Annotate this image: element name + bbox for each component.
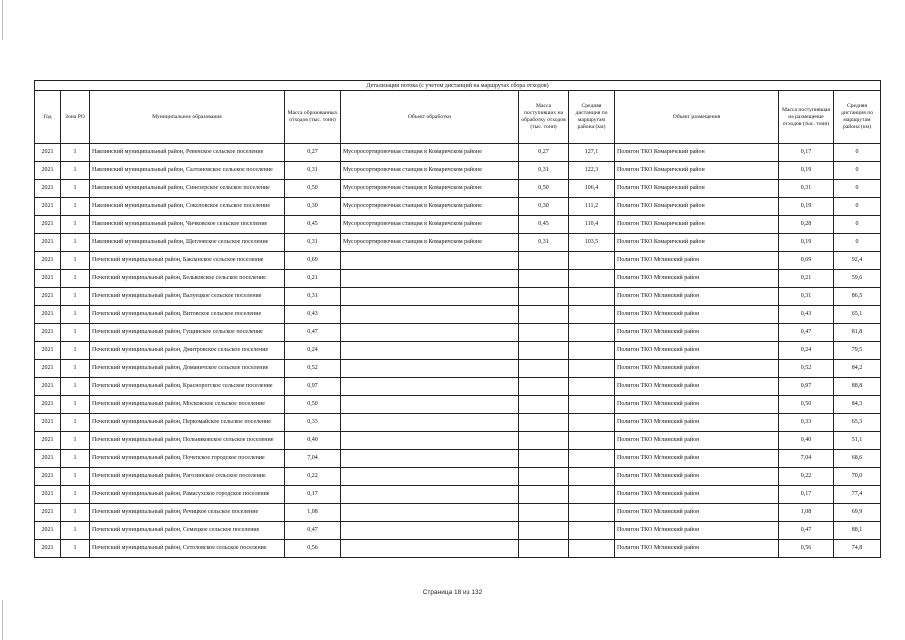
cell-municipality: Навлинский муниципальный район, Соколовское сельское поселение	[90, 198, 285, 216]
cell-year: 2021	[35, 252, 61, 270]
cell-processing-object	[341, 342, 519, 360]
cell-zone: 1	[61, 396, 90, 414]
cell-municipality: Навлинский муниципальный район, Щегловское сельское поселение	[90, 234, 285, 252]
cell-mass-to-processing	[519, 306, 569, 324]
cell-year: 2021	[35, 288, 61, 306]
col-header-avg-distance-processing: Средняя дистанция по маршрутам района (км)	[569, 91, 615, 144]
cell-mass-to-processing	[519, 396, 569, 414]
cell-avg-distance-disposal: 70,0	[834, 468, 881, 486]
page-edge-mark	[2, 0, 3, 40]
cell-avg-distance-disposal: 0	[834, 180, 881, 198]
cell-disposal-object: Полигон ТКО Мглинский район	[615, 522, 779, 540]
cell-disposal-object: Полигон ТКО Мглинский район	[615, 468, 779, 486]
cell-processing-object	[341, 414, 519, 432]
cell-processing-object	[341, 270, 519, 288]
cell-disposal-object: Полигон ТКО Мглинский район	[615, 504, 779, 522]
cell-municipality: Почепский муниципальный район, Краснорогское сельское поселение	[90, 378, 285, 396]
cell-mass-to-disposal: 0,47	[779, 324, 834, 342]
table-body	[35, 144, 881, 558]
cell-zone: 1	[61, 252, 90, 270]
cell-avg-distance-processing: 103,5	[569, 234, 615, 252]
cell-mass-generated: 0,33	[285, 414, 341, 432]
cell-mass-to-disposal: 1,08	[779, 504, 834, 522]
cell-avg-distance-processing	[569, 378, 615, 396]
cell-mass-to-disposal: 0,17	[779, 144, 834, 162]
cell-year: 2021	[35, 468, 61, 486]
cell-processing-object: Мусоросортировочная станция в Комаричском районе	[341, 198, 519, 216]
cell-municipality: Почепский муниципальный район, Валуецкое сельское поселение	[90, 288, 285, 306]
cell-zone: 1	[61, 486, 90, 504]
cell-mass-to-disposal: 7,04	[779, 450, 834, 468]
table-row	[35, 396, 881, 414]
cell-mass-to-processing	[519, 450, 569, 468]
cell-avg-distance-disposal: 59,6	[834, 270, 881, 288]
cell-year: 2021	[35, 180, 61, 198]
cell-mass-to-disposal: 0,31	[779, 288, 834, 306]
cell-year: 2021	[35, 522, 61, 540]
cell-disposal-object: Полигон ТКО Комаричский район	[615, 144, 779, 162]
table-row	[35, 288, 881, 306]
cell-zone: 1	[61, 360, 90, 378]
cell-mass-to-processing	[519, 378, 569, 396]
cell-mass-generated: 0,31	[285, 288, 341, 306]
table-row	[35, 378, 881, 396]
cell-avg-distance-disposal: 84,3	[834, 396, 881, 414]
cell-disposal-object: Полигон ТКО Мглинский район	[615, 378, 779, 396]
cell-mass-generated: 0,31	[285, 234, 341, 252]
cell-avg-distance-processing	[569, 432, 615, 450]
cell-mass-to-disposal: 0,47	[779, 522, 834, 540]
cell-disposal-object: Полигон ТКО Мглинский район	[615, 252, 779, 270]
cell-mass-to-processing	[519, 468, 569, 486]
cell-avg-distance-processing: 122,3	[569, 162, 615, 180]
col-header-year: Год	[35, 91, 61, 144]
cell-mass-to-disposal: 0,40	[779, 432, 834, 450]
cell-municipality: Почепский муниципальный район, Сетоловское сельское поселение	[90, 540, 285, 558]
cell-mass-to-processing	[519, 270, 569, 288]
cell-processing-object	[341, 252, 519, 270]
col-header-avg-distance-disposal: Средняя дистанция по маршрутам района (км)	[834, 91, 881, 144]
cell-disposal-object: Полигон ТКО Комаричский район	[615, 198, 779, 216]
cell-zone: 1	[61, 180, 90, 198]
cell-mass-to-disposal: 0,19	[779, 198, 834, 216]
cell-year: 2021	[35, 162, 61, 180]
cell-avg-distance-disposal: 88,8	[834, 378, 881, 396]
cell-avg-distance-processing: 106,4	[569, 180, 615, 198]
cell-processing-object: Мусоросортировочная станция в Комаричском районе	[341, 234, 519, 252]
cell-avg-distance-disposal: 0	[834, 234, 881, 252]
cell-year: 2021	[35, 432, 61, 450]
cell-mass-to-disposal: 0,19	[779, 162, 834, 180]
cell-mass-generated: 0,97	[285, 378, 341, 396]
table-row	[35, 216, 881, 234]
cell-mass-to-disposal: 0,21	[779, 270, 834, 288]
cell-mass-to-disposal: 0,69	[779, 252, 834, 270]
cell-avg-distance-processing: 110,4	[569, 216, 615, 234]
cell-year: 2021	[35, 144, 61, 162]
cell-municipality: Почепский муниципальный район, Дмитровское сельское поселение	[90, 342, 285, 360]
cell-year: 2021	[35, 198, 61, 216]
cell-avg-distance-processing	[569, 522, 615, 540]
cell-avg-distance-disposal: 65,3	[834, 414, 881, 432]
cell-avg-distance-disposal: 74,8	[834, 540, 881, 558]
cell-municipality: Навлинский муниципальный район, Синезерское сельское поселение	[90, 180, 285, 198]
cell-municipality: Почепский муниципальный район, Польниковское сельское поселение	[90, 432, 285, 450]
table-row	[35, 432, 881, 450]
cell-year: 2021	[35, 342, 61, 360]
cell-processing-object	[341, 378, 519, 396]
table-row	[35, 540, 881, 558]
cell-year: 2021	[35, 324, 61, 342]
cell-municipality: Почепский муниципальный район, Почепское городское поселение	[90, 450, 285, 468]
table-row	[35, 468, 881, 486]
cell-zone: 1	[61, 414, 90, 432]
cell-year: 2021	[35, 540, 61, 558]
cell-year: 2021	[35, 378, 61, 396]
cell-municipality: Почепский муниципальный район, Бельковское сельское поселение	[90, 270, 285, 288]
cell-processing-object	[341, 432, 519, 450]
cell-mass-to-processing	[519, 522, 569, 540]
cell-avg-distance-disposal: 0	[834, 198, 881, 216]
table-row	[35, 306, 881, 324]
cell-zone: 1	[61, 216, 90, 234]
cell-mass-to-disposal: 0,28	[779, 216, 834, 234]
cell-disposal-object: Полигон ТКО Мглинский район	[615, 270, 779, 288]
cell-mass-generated: 0,69	[285, 252, 341, 270]
cell-avg-distance-disposal: 0	[834, 144, 881, 162]
cell-municipality: Почепский муниципальный район, Доманичское сельское поселение	[90, 360, 285, 378]
cell-processing-object: Мусоросортировочная станция в Комаричском районе	[341, 144, 519, 162]
cell-disposal-object: Полигон ТКО Мглинский район	[615, 360, 779, 378]
cell-zone: 1	[61, 378, 90, 396]
cell-mass-generated: 0,47	[285, 522, 341, 540]
cell-zone: 1	[61, 306, 90, 324]
cell-processing-object: Мусоросортировочная станция в Комаричском районе	[341, 180, 519, 198]
table-group-header: Детализация потока (с учетом дистанций на маршрутах сбора отходов)	[35, 81, 881, 91]
table-row	[35, 252, 881, 270]
cell-mass-to-disposal: 0,43	[779, 306, 834, 324]
cell-zone: 1	[61, 288, 90, 306]
cell-avg-distance-disposal: 81,8	[834, 324, 881, 342]
table-row	[35, 180, 881, 198]
cell-mass-to-processing	[519, 360, 569, 378]
cell-municipality: Почепский муниципальный район, Московское сельское поселение	[90, 396, 285, 414]
cell-avg-distance-processing	[569, 324, 615, 342]
cell-disposal-object: Полигон ТКО Мглинский район	[615, 288, 779, 306]
cell-mass-to-processing	[519, 414, 569, 432]
cell-avg-distance-disposal: 88,1	[834, 522, 881, 540]
cell-avg-distance-processing	[569, 414, 615, 432]
cell-processing-object	[341, 486, 519, 504]
cell-year: 2021	[35, 486, 61, 504]
cell-avg-distance-disposal: 77,4	[834, 486, 881, 504]
cell-zone: 1	[61, 342, 90, 360]
cell-mass-generated: 1,08	[285, 504, 341, 522]
col-header-mass-to-disposal: Масса поступившая на размещение отходов (тыс. тонн)	[779, 91, 834, 144]
cell-avg-distance-disposal: 86,5	[834, 288, 881, 306]
cell-zone: 1	[61, 540, 90, 558]
table-row	[35, 504, 881, 522]
cell-mass-generated: 0,45	[285, 216, 341, 234]
cell-processing-object	[341, 306, 519, 324]
cell-mass-generated: 0,50	[285, 396, 341, 414]
cell-zone: 1	[61, 450, 90, 468]
cell-mass-generated: 0,27	[285, 144, 341, 162]
cell-mass-to-disposal: 0,56	[779, 540, 834, 558]
cell-avg-distance-processing	[569, 486, 615, 504]
cell-municipality: Навлинский муниципальный район, Ревенское сельское поселение	[90, 144, 285, 162]
col-header-mass-generated: Масса образованных отходов (тыс. тонн)	[285, 91, 341, 144]
cell-mass-generated: 0,52	[285, 360, 341, 378]
col-header-disposal-object: Объект размещения	[615, 91, 779, 144]
cell-processing-object	[341, 396, 519, 414]
cell-year: 2021	[35, 504, 61, 522]
cell-avg-distance-processing	[569, 504, 615, 522]
cell-mass-generated: 7,04	[285, 450, 341, 468]
cell-disposal-object: Полигон ТКО Мглинский район	[615, 540, 779, 558]
cell-processing-object	[341, 450, 519, 468]
cell-avg-distance-disposal: 69,9	[834, 504, 881, 522]
cell-disposal-object: Полигон ТКО Мглинский район	[615, 396, 779, 414]
cell-avg-distance-processing	[569, 450, 615, 468]
cell-municipality: Почепский муниципальный район, Гущинское сельское поселение	[90, 324, 285, 342]
cell-processing-object: Мусоросортировочная станция в Комаричском районе	[341, 162, 519, 180]
cell-avg-distance-processing	[569, 306, 615, 324]
cell-mass-to-disposal: 0,31	[779, 180, 834, 198]
cell-avg-distance-disposal: 79,5	[834, 342, 881, 360]
cell-mass-generated: 0,30	[285, 198, 341, 216]
cell-mass-to-processing	[519, 252, 569, 270]
table-row	[35, 144, 881, 162]
cell-mass-to-processing	[519, 540, 569, 558]
cell-mass-to-processing	[519, 486, 569, 504]
cell-processing-object	[341, 360, 519, 378]
cell-processing-object	[341, 540, 519, 558]
cell-avg-distance-processing: 127,1	[569, 144, 615, 162]
cell-processing-object: Мусоросортировочная станция в Комаричском районе	[341, 216, 519, 234]
cell-year: 2021	[35, 360, 61, 378]
cell-disposal-object: Полигон ТКО Мглинский район	[615, 342, 779, 360]
cell-zone: 1	[61, 324, 90, 342]
cell-disposal-object: Полигон ТКО Мглинский район	[615, 324, 779, 342]
cell-year: 2021	[35, 270, 61, 288]
cell-disposal-object: Полигон ТКО Мглинский район	[615, 306, 779, 324]
cell-mass-to-disposal: 0,52	[779, 360, 834, 378]
cell-processing-object	[341, 504, 519, 522]
cell-mass-to-disposal: 0,17	[779, 486, 834, 504]
cell-mass-generated: 0,17	[285, 486, 341, 504]
cell-zone: 1	[61, 234, 90, 252]
cell-zone: 1	[61, 270, 90, 288]
cell-municipality: Почепский муниципальный район, Рагозинское сельское поселение	[90, 468, 285, 486]
cell-mass-generated: 0,24	[285, 342, 341, 360]
cell-year: 2021	[35, 216, 61, 234]
cell-avg-distance-processing	[569, 540, 615, 558]
table-row	[35, 234, 881, 252]
cell-processing-object	[341, 324, 519, 342]
table-row	[35, 198, 881, 216]
cell-mass-generated: 0,50	[285, 180, 341, 198]
cell-mass-to-processing	[519, 432, 569, 450]
cell-mass-to-processing: 0,31	[519, 234, 569, 252]
cell-municipality: Навлинский муниципальный район, Чичковское сельское поселение	[90, 216, 285, 234]
page-edge-mark	[2, 600, 3, 640]
cell-avg-distance-disposal: 68,6	[834, 450, 881, 468]
cell-avg-distance-processing	[569, 396, 615, 414]
cell-disposal-object: Полигон ТКО Комаричский район	[615, 234, 779, 252]
cell-mass-to-processing	[519, 324, 569, 342]
cell-municipality: Навлинский муниципальный район, Салтановское сельское поселение	[90, 162, 285, 180]
cell-mass-to-processing	[519, 504, 569, 522]
cell-processing-object	[341, 468, 519, 486]
cell-avg-distance-processing	[569, 288, 615, 306]
cell-zone: 1	[61, 522, 90, 540]
cell-avg-distance-disposal: 0	[834, 162, 881, 180]
cell-mass-generated: 0,31	[285, 162, 341, 180]
cell-mass-to-processing	[519, 288, 569, 306]
cell-zone: 1	[61, 198, 90, 216]
table-row	[35, 162, 881, 180]
cell-disposal-object: Полигон ТКО Комаричский район	[615, 162, 779, 180]
cell-mass-to-disposal: 0,19	[779, 234, 834, 252]
cell-mass-generated: 0,43	[285, 306, 341, 324]
table-row	[35, 324, 881, 342]
col-header-zone: Зона РО	[61, 91, 90, 144]
cell-avg-distance-disposal: 0	[834, 216, 881, 234]
cell-mass-to-disposal: 0,22	[779, 468, 834, 486]
cell-year: 2021	[35, 450, 61, 468]
cell-mass-to-processing: 0,30	[519, 198, 569, 216]
col-header-processing-object: Объект обработки	[341, 91, 519, 144]
table-row	[35, 270, 881, 288]
cell-disposal-object: Полигон ТКО Мглинский район	[615, 486, 779, 504]
table-row	[35, 414, 881, 432]
cell-avg-distance-processing: 111,2	[569, 198, 615, 216]
cell-mass-to-disposal: 0,24	[779, 342, 834, 360]
table-row	[35, 522, 881, 540]
cell-mass-generated: 0,56	[285, 540, 341, 558]
cell-municipality: Почепский муниципальный район, Рамасухское городское поселение	[90, 486, 285, 504]
cell-municipality: Почепский муниципальный район, Витовское сельское поселение	[90, 306, 285, 324]
table-row	[35, 360, 881, 378]
cell-disposal-object: Полигон ТКО Мглинский район	[615, 450, 779, 468]
cell-year: 2021	[35, 234, 61, 252]
table-row	[35, 450, 881, 468]
table-row	[35, 486, 881, 504]
cell-year: 2021	[35, 414, 61, 432]
cell-municipality: Почепский муниципальный район, Первомайское сельское поселение	[90, 414, 285, 432]
cell-disposal-object: Полигон ТКО Комаричский район	[615, 216, 779, 234]
cell-zone: 1	[61, 162, 90, 180]
cell-zone: 1	[61, 504, 90, 522]
cell-municipality: Почепский муниципальный район, Бакланское сельское поселение	[90, 252, 285, 270]
cell-avg-distance-disposal: 84,2	[834, 360, 881, 378]
waste-flow-table	[34, 80, 881, 558]
cell-mass-to-processing: 0,50	[519, 180, 569, 198]
cell-processing-object	[341, 288, 519, 306]
cell-mass-to-processing: 0,31	[519, 162, 569, 180]
cell-disposal-object: Полигон ТКО Мглинский район	[615, 432, 779, 450]
cell-year: 2021	[35, 306, 61, 324]
cell-avg-distance-disposal: 92,4	[834, 252, 881, 270]
cell-year: 2021	[35, 396, 61, 414]
table-row	[35, 342, 881, 360]
cell-processing-object	[341, 522, 519, 540]
cell-avg-distance-processing	[569, 468, 615, 486]
cell-mass-to-processing: 0,45	[519, 216, 569, 234]
cell-zone: 1	[61, 144, 90, 162]
cell-mass-to-disposal: 0,97	[779, 378, 834, 396]
cell-mass-generated: 0,40	[285, 432, 341, 450]
cell-avg-distance-processing	[569, 270, 615, 288]
cell-mass-to-processing	[519, 342, 569, 360]
cell-municipality: Почепский муниципальный район, Семецкое сельское поселение	[90, 522, 285, 540]
cell-mass-to-disposal: 0,50	[779, 396, 834, 414]
cell-mass-generated: 0,21	[285, 270, 341, 288]
cell-mass-generated: 0,47	[285, 324, 341, 342]
cell-zone: 1	[61, 432, 90, 450]
cell-mass-generated: 0,22	[285, 468, 341, 486]
page-number: Страница 18 из 132	[422, 589, 483, 596]
cell-avg-distance-disposal: 51,1	[834, 432, 881, 450]
cell-disposal-object: Полигон ТКО Комаричский район	[615, 180, 779, 198]
cell-mass-to-processing: 0,27	[519, 144, 569, 162]
cell-avg-distance-disposal: 65,1	[834, 306, 881, 324]
cell-disposal-object: Полигон ТКО Мглинский район	[615, 414, 779, 432]
cell-mass-to-disposal: 0,33	[779, 414, 834, 432]
cell-avg-distance-processing	[569, 342, 615, 360]
cell-municipality: Почепский муниципальный район, Речицкое сельское поселение	[90, 504, 285, 522]
cell-avg-distance-processing	[569, 360, 615, 378]
col-header-mass-to-processing: Масса поступивших на обработку отходов (тыс. тонн)	[519, 91, 569, 144]
col-header-municipality: Муниципальное образование	[90, 91, 285, 144]
cell-avg-distance-processing	[569, 252, 615, 270]
cell-zone: 1	[61, 468, 90, 486]
